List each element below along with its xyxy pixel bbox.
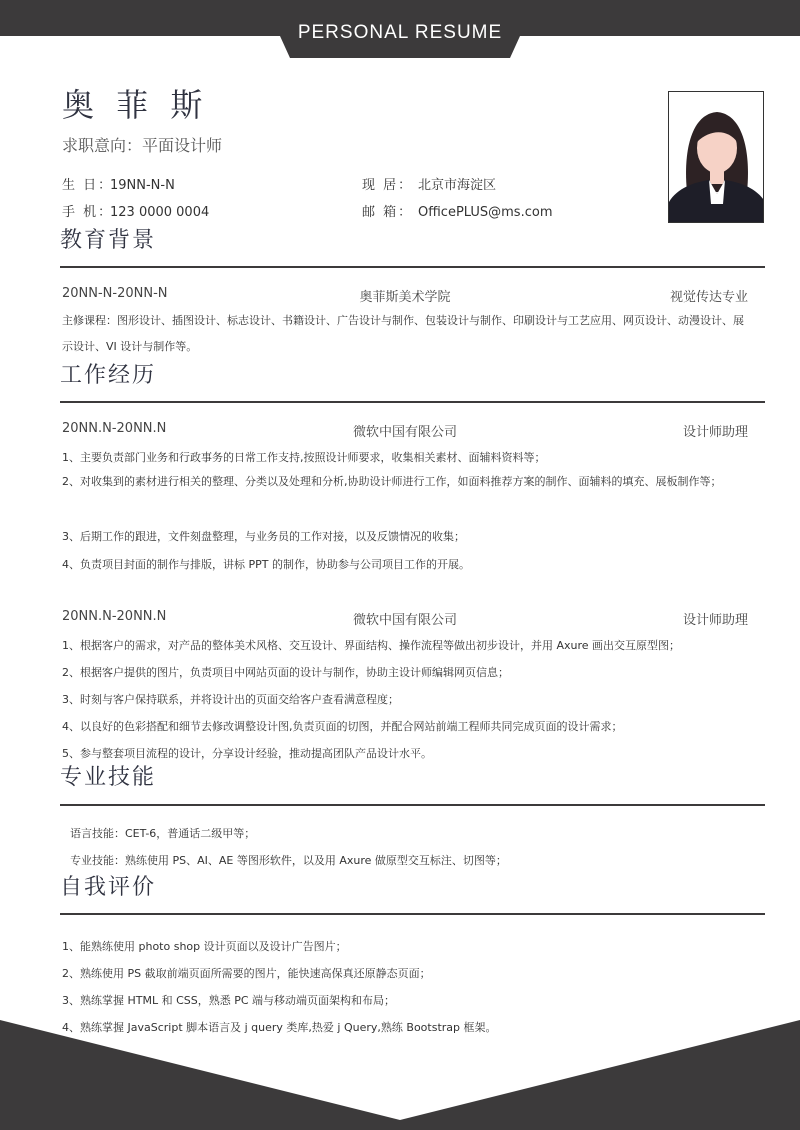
- candidate-name: 奥 菲 斯: [62, 86, 209, 124]
- skill-item: 专业技能：熟练使用 PS、AI、AE 等图形软件，以及用 Axure 做原型交互标注、切图等；: [70, 854, 507, 867]
- job-role: 设计师助理: [682, 425, 748, 440]
- job-role: 设计师助理: [682, 613, 748, 628]
- email-info: [362, 201, 552, 220]
- job-duty: 2、根据客户提供的图片，负责项目中网站页面的设计与制作，协助主设计师编辑网页信息；: [62, 666, 509, 679]
- job-duty: 2、对收集到的素材进行相关的整理、分类以及处理和分析,协助设计师进行工作，如面料推荐方案的制作、面辅料的填充、展板制作等；: [62, 475, 722, 488]
- email-label: 邮 箱：: [362, 205, 414, 220]
- address-value: 北京市海淀区: [418, 178, 497, 193]
- education-divider: [60, 266, 765, 268]
- avatar-illustration: [669, 92, 764, 223]
- job-duty: 5、参与整套项目流程的设计，分享设计经验，推动提高团队产品设计水平。: [62, 747, 432, 760]
- job-duty: 4、负责项目封面的制作与排版，讲标 PPT 的制作，协助参与公司项目工作的开展。: [62, 558, 470, 571]
- address-info: [362, 174, 496, 193]
- job-duty: 4、以良好的色彩搭配和细节去修改调整设计图,负责页面的切图，并配合网站前端工程师共同完成页面的设计需求；: [62, 720, 623, 733]
- skill-item: 语言技能：CET-6，普通话二级甲等；: [70, 827, 256, 840]
- footer-decoration: [0, 1020, 800, 1130]
- education-period: 20NN-N-20NN-N: [62, 286, 168, 301]
- profile-photo: [668, 91, 764, 223]
- education-title: 教育背景: [60, 228, 157, 253]
- birth-value: 19NN-N-N: [110, 178, 175, 193]
- phone-value: 123 0000 0004: [110, 205, 210, 220]
- education-school: 奥菲斯美术学院: [359, 290, 451, 305]
- job-intent: 求职意向：平面设计师: [62, 136, 223, 155]
- job-duty: 1、根据客户的需求，对产品的整体美术风格、交互设计、界面结构、操作流程等做出初步设计，并用 Axure 画出交互原型图；: [62, 639, 681, 652]
- evaluation-item: 4、熟练掌握 JavaScript 脚本语言及 j query 类库,热爱 j Query,熟练 Bootstrap 框架。: [62, 1021, 497, 1034]
- banner-title: PERSONAL RESUME: [297, 22, 503, 43]
- phone-info: [62, 201, 209, 220]
- evaluation-divider: [60, 913, 765, 915]
- work-title: 工作经历: [60, 363, 157, 388]
- email-value: OfficePLUS@ms.com: [418, 205, 553, 220]
- job-period: 20NN.N-20NN.N: [62, 609, 167, 624]
- education-courses: 主修课程：图形设计、插图设计、标志设计、书籍设计、广告设计与制作、包装设计与制作、印刷设计与工艺应用、网页设计、动漫设计、展示设计、VI 设计与制作等。: [62, 314, 744, 353]
- job-period: 20NN.N-20NN.N: [62, 421, 167, 436]
- birth-label: 生 日：: [62, 178, 114, 193]
- evaluation-title: 自我评价: [60, 875, 157, 900]
- job-company: 微软中国有限公司: [352, 425, 457, 440]
- job-duty: 3、后期工作的跟进，文件刻盘整理，与业务员的工作对接，以及反馈情况的收集；: [62, 530, 465, 543]
- birth-info: [62, 174, 175, 193]
- address-label: 现 居：: [362, 178, 414, 193]
- work-divider: [60, 401, 765, 403]
- phone-label: 手 机：: [62, 205, 114, 220]
- evaluation-item: 3、熟练掌握 HTML 和 CSS，熟悉 PC 端与移动端页面架构和布局；: [62, 994, 396, 1007]
- skills-title: 专业技能: [60, 765, 157, 790]
- skills-divider: [60, 804, 765, 806]
- evaluation-item: 2、熟练使用 PS 截取前端页面所需要的图片，能快速高保真还原静态页面；: [62, 967, 431, 980]
- education-major: 视觉传达专业: [669, 290, 748, 305]
- job-duty: 1、主要负责部门业务和行政事务的日常工作支持,按照设计师要求，收集相关素材、面辅料资料等；: [62, 451, 546, 464]
- job-duty: 3、时刻与客户保持联系，并将设计出的页面交给客户查看满意程度；: [62, 693, 399, 706]
- job-company: 微软中国有限公司: [352, 613, 457, 628]
- evaluation-item: 1、能熟练使用 photo shop 设计页面以及设计广告图片；: [62, 940, 347, 953]
